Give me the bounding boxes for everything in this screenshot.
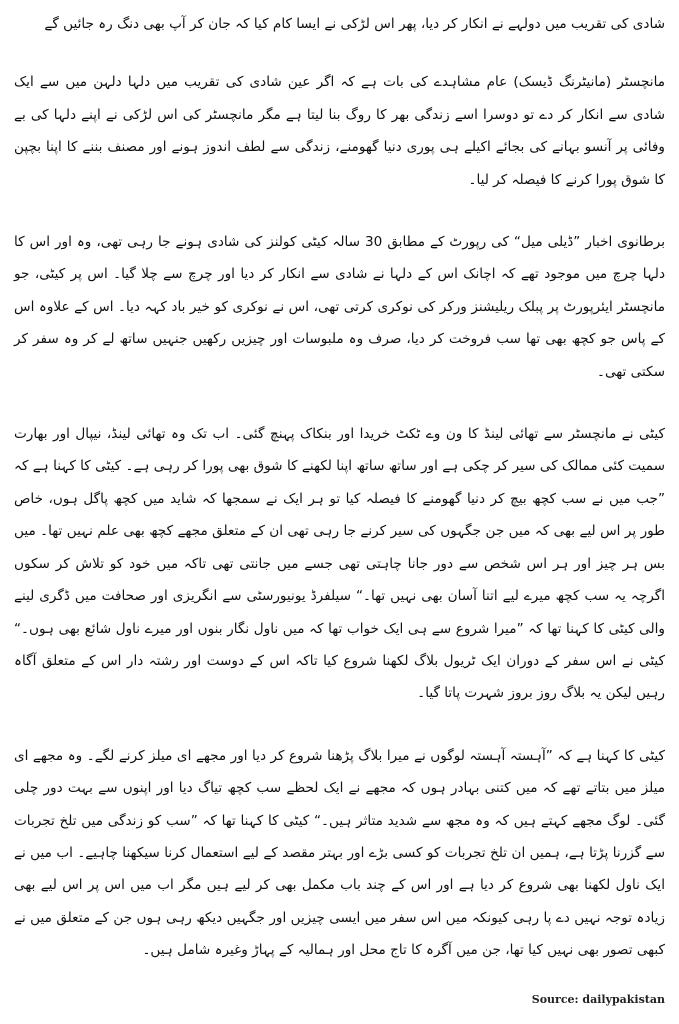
article-headline: شادی کی تقریب میں دولہے نے انکار کر دیا، پھر اس لڑکی نے ایسا کام کیا کہ جان کر آپ بھی دنگ رہ جائیں گے	[44, 16, 665, 32]
article-paragraph: کیٹی کا کہنا ہے کہ ”آہستہ آہستہ لوگوں نے میرا بلاگ پڑھنا شروع کر دیا اور مجھے ای میلز کرنے لگے۔ وہ مجھے ای میلز میں بتاتے تھے کہ میں کتنی بہادر ہوں کہ مجھے نے ایک لحظے سب کچھ تیاگ دیا اور اپنوں سے بہت دور چلی گئی۔ لوگ مجھے کہتے ہیں کہ وہ مجھ سے شدید متاثر ہیں۔“ کیٹی کا کہنا تھا کہ ”سب کو زندگی میں تلخ تجربات سے گزرنا پڑتا ہے، ہمیں ان تلخ تجربات کو کسی بڑے اور بہتر مقصد کے لیے استعمال کرنا سیکھنا چاہیے۔ اب میں نے ایک ناول لکھنا بھی شروع کر دیا ہے اور اس کے چند باب مکمل بھی کر لیے ہیں مگر اب میں اس پر اس لیے بھی زیادہ توجہ نہیں دے پا رہی کیونکہ میں اس سفر میں ایسی چیزیں اور جگہیں دیکھ رہی ہوں جن کے متعلق میں نے کبھی تصور بھی نہیں کیا تھا، جن میں آگرہ کا تاج محل اور ہمالیہ کے پہاڑ وغیرہ شامل ہیں۔	[14, 747, 666, 959]
article-paragraph: کیٹی نے مانچسٹر سے تھائی لینڈ کا ون وے ٹکٹ خریدا اور بنکاک پہنچ گئی۔ اب تک وہ تھائی لینڈ، نیپال اور بھارت سمیت کئی ممالک کی سیر کر چکی ہے اور ساتھ ساتھ اپنا لکھنے کا شوق بھی پورا کر رہی ہے۔ کیٹی کا کہنا ہے کہ ”جب میں نے سب کچھ بیچ کر دنیا گھومنے کا فیصلہ کیا تو ہر ایک نے سمجھا کہ شاید میں کچھ پاگل ہوں، خاص طور پر اس لیے بھی کہ میں جن جگہوں کی سیر کرنے جا رہی تھی ان کے متعلق مجھے کچھ بھی علم نہیں تھا۔ میں بس ہر چیز اور ہر اس شخص سے دور جانا چاہتی تھی جسے میں جانتی تھی تاکہ میں خود کو تلاش کر سکوں اگرچہ یہ سب کچھ میرے لیے اتنا آسان بھی نہیں تھا۔“ سیلفرڈ یونیورسٹی سے انگریزی اور صحافت میں ڈگری لینے والی کیٹی کا کہنا تھا کہ ”میرا شروع سے ہی ایک خواب تھا کہ میں ناول نگار بنوں اور میرے ناول شائع بھی ہوں۔“ کیٹی نے اس سفر کے دوران ایک ٹریول بلاگ لکھنا شروع کیا تاکہ اس کے دوست اور رشتہ دار اس کے متعلق آگاہ رہیں لیکن یہ بلاگ روز بروز شہرت پاتا گیا۔	[14, 426, 665, 702]
source-credit: Source: dailypakistan	[531, 993, 665, 1006]
article-paragraph: برطانوی اخبار ”ڈیلی میل“ کی رپورٹ کے مطابق 30 سالہ کیٹی کولنز کی شادی ہونے جا رہی تھی، وہ اور اس کا دلہا چرچ میں موجود تھے کہ اچانک اس کے دلہا نے شادی سے انکار کر دیا اور چرچ سے چلا گیا۔ اس پر کیٹی، جو مانچسٹر ایئرپورٹ پر پبلک ریلیشنز ورکر کی نوکری کرتی تھی، اس نے نوکری کو خیر باد کہہ دیا۔ اس کے علاوہ اس کے پاس جو کچھ بھی تھا سب فروخت کر دیا، صرف وہ ملبوسات اور چیزیں رکھیں جنہیں ساتھ لے کر وہ سفر کر سکتی تھی۔	[14, 234, 665, 380]
article-paragraph: مانچسٹر (مانیٹرنگ ڈیسک) عام مشاہدے کی بات ہے کہ اگر عین شادی کی تقریب میں دلہا دلہن میں سے ایک شادی سے انکار کر دے تو دوسرا اسے زندگی بھر کا روگ بنا لیتا ہے مگر مانچسٹر کی اس لڑکی نے اپنے دلہا کی بے وفائی پر آنسو بہانے کی بجائے اکیلے ہی پوری دنیا گھومنے، زندگی سے لطف اندوز ہونے اور مصنف بننے کا اپنا بچپن کا شوق پورا کرنے کا فیصلہ کر لیا۔	[14, 74, 665, 188]
